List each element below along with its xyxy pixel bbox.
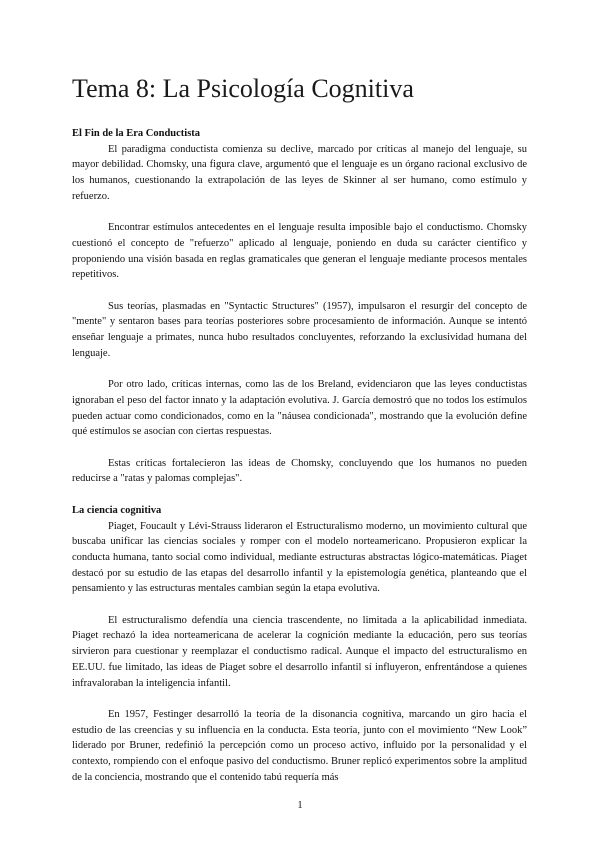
page-number: 1 <box>297 800 303 811</box>
section-heading-cognitive-science: La ciencia cognitiva <box>72 504 162 516</box>
paragraph: Encontrar estímulos antecedentes en el lenguaje resulta imposible bajo el conductismo. Chomsky cuestionó el concepto de "refuerzo" aplicado al lenguaje, poniendo en duda su carácter científico y proponiendo una visión basada en reglas gramaticales que generan el lenguaje mediante procesos mentales repetitivos. <box>72 222 527 281</box>
document-body <box>72 126 527 801</box>
paragraph: En 1957, Festinger desarrolló la teoría de la disonancia cognitiva, marcando un giro hacia el estudio de las creencias y su influencia en la conducta. Esta teoría, junto con el movimiento “New Look” liderado por Bruner, redefinió la percepción como un proceso activo, influido por la personalidad y el contexto, rompiendo con el enfoque pasivo del conductismo. Bruner replicó experimentos sobre la amplitud de la conciencia, mostrando que el contenido tabú requería más <box>72 708 527 783</box>
paragraph: Sus teorías, plasmadas en "Syntactic Structures" (1957), impulsaron el resurgir del concepto de "mente" y sentaron bases para teorías posteriores sobre procesamiento de información. Aunque se intentó enseñar lenguaje a primates, nunca hubo resultados concluyentes, reforzando la exclusividad humana del lenguaje. <box>72 300 527 359</box>
paragraph: El estructuralismo defendía una ciencia trascendente, no limitada a la aplicabilidad inmediata. Piaget rechazó la idea norteamericana de acelerar la cognición mediante la educación, pero sus teorías sirvieron para cuestionar y reemplazar el conductismo radical. Aunque el impacto del estructuralismo en EE.UU. fue limitado, las ideas de Piaget sobre el desarrollo infantil sí influyeron, enfrentándose a quienes infravaloraban la inteligencia infantil. <box>72 614 527 689</box>
page-title: Tema 8: La Psicología Cognitiva <box>72 74 414 103</box>
paragraph: Piaget, Foucault y Lévi-Strauss lideraron el Estructuralismo moderno, un movimiento cultural que buscaba unificar las ciencias sociales y romper con el modelo norteamericano. Propusieron explicar la conducta humana, tanto social como individual, mediante estructuras abstractas lógico-matemáticas. Piaget destacó por su estudio de las etapas del desarrollo infantil y la epistemología genética, planteando que el pensamiento y las estructuras mentales cambian según la etapa evolutiva. <box>72 520 527 595</box>
paragraph: El paradigma conductista comienza su declive, marcado por críticas al manejo del lenguaje, su mayor debilidad. Chomsky, una figura clave, argumentó que el lenguaje es un órgano racional exclusivo de los humanos, cuestionando la extrapolación de las leyes de Skinner al ser humano, como estímulo y refuerzo. <box>72 143 527 202</box>
paragraph: Por otro lado, críticas internas, como las de los Breland, evidenciaron que las leyes conductistas ignoraban el peso del factor innato y la adaptación evolutiva. J. García demostró que no todos los estímulos pueden actuar como condicionados, como en la "náusea condicionada", mostrando que la evolución define qué estímulos se asocian con ciertas respuestas. <box>72 379 527 438</box>
section-heading-end-of-behaviorism: El Fin de la Era Conductista <box>72 128 201 139</box>
paragraph: Estas críticas fortalecieron las ideas de Chomsky, concluyendo que los humanos no pueden reducirse a "ratas y palomas complejas". <box>72 457 527 485</box>
